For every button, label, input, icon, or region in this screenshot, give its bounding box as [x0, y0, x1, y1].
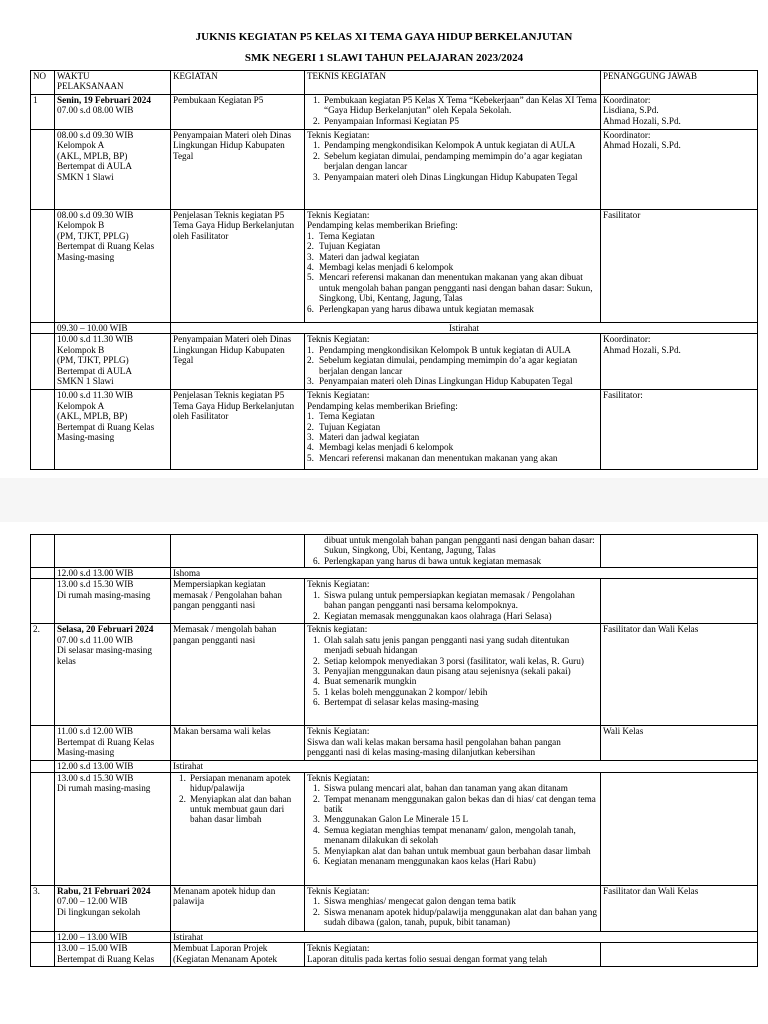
document-subtitle: SMK NEGERI 1 SLAWI TAHUN PELAJARAN 2023/2024: [244, 52, 524, 64]
table-row: [31, 579, 758, 624]
list-item: 3. Menggunakan Galon Le Minerale 15 L: [313, 814, 469, 825]
table-row: [31, 130, 758, 210]
list-item: 1. Persiapan menanam apotek hidup/palawija: [179, 772, 291, 794]
schedule-table: [30, 70, 758, 470]
teknis-cell: Teknis Kegiatan: 1. Siswa pulang mencari alat, bahan dan tanaman yang akan ditanam 2. Tempat menanam menggunakan galon bekas dan di hias/ cat dengan tema batik 3. Menggunakan Galon Le Minerale 15 L 4. Semua kegiatan menghias tempat menanam/ galon, mengolah tanah, menanam dilakukan di sekolah 5. Menyiapkan alat dan bahan untuk membuat gaun berbahan dasar limbah 6. Kegiatan menanam menggunakan kaos kelas (Hari Rabu): [305, 772, 601, 885]
list-item: 3. Penyampaian materi oleh Dinas Lingkungan Hidup Kabupaten Tegal: [307, 376, 573, 387]
table-header-row: [31, 71, 758, 95]
kegiatan-cell: [171, 535, 305, 568]
waktu-cell: 13.00 s.d 15.30 WIB Di rumah masing-masing: [55, 772, 171, 885]
kegiatan-cell: Mempersiapkan kegiatan memasak / Pengolahan bahan pangan pengganti nasi: [171, 579, 305, 624]
header-teknis: TEKNIS KEGIATAN: [305, 71, 601, 95]
teknis-cell: Teknis Kegiatan: Laporan ditulis pada kertas folio sesuai dengan format yang telah: [305, 943, 601, 967]
waktu-cell: [55, 535, 171, 568]
table-row: [31, 624, 758, 726]
table-row: [31, 210, 758, 323]
pj-cell: Fasilitator:: [601, 390, 758, 470]
list-item: 1. Olah salah satu jenis pangan pengganti nasi yang sudah ditentukan menjadi sebuah hidangan: [313, 634, 570, 656]
list-item: 4. Membagi kelas menjadi 6 kelompok: [307, 442, 454, 453]
list-item: 5. Mencari referensi makanan dan menentukan makanan yang akan: [307, 452, 558, 463]
row-number: 2.: [31, 624, 55, 726]
row-number: [31, 943, 55, 967]
list-item: 1. Tema Kegiatan: [307, 411, 375, 422]
list-item: 6. Perlengkapan yang harus dibawa untuk kegiatan memasak: [307, 303, 534, 314]
waktu-cell: 13.00 s.d 15.30 WIB Di rumah masing-masing: [55, 579, 171, 624]
list-item: 1. Pendamping mengkondisikan Kelompok B untuk kegiatan di AULA: [307, 344, 571, 355]
list-item: 2. Kegiatan memasak menggunakan kaos olahraga (Hari Selasa): [313, 610, 552, 621]
row-number: [31, 210, 55, 323]
day-label: Selasa, 20 Februari 2024: [57, 624, 154, 635]
table-row: [31, 95, 758, 130]
list-item: 3. Penyajian menggunakan daun pisang atau sejenisnya (sekali pakai): [313, 666, 571, 677]
table-row: [31, 334, 758, 390]
break-label: Ishoma: [171, 568, 758, 579]
header-no: NO: [31, 71, 55, 95]
list-item: 1. Siswa pulang mencari alat, bahan dan tanaman yang akan ditanam: [313, 783, 568, 794]
teknis-cell: Teknis Kegiatan: 1. Siswa menghias/ mengecat galon dengan tema batik 2. Siswa menanam apotek hidup/palawija menggunakan alat dan bahan yang sudah dibawa (galon, tanah, pupuk, bibit tanaman): [305, 885, 601, 931]
list-item: 2. Menyiapkan alat dan bahan untuk membuat gaun dari bahan dasar limbah: [179, 793, 292, 825]
pj-cell: Koordinator: Lisdiana, S.Pd. Ahmad Hozali, S.Pd.: [601, 95, 758, 130]
list-item: 4. Semua kegiatan menghias tempat menanam/ galon, mengolah tanah, menanam dilakukan di sekolah: [313, 824, 576, 846]
table-row: [31, 943, 758, 967]
kegiatan-cell: Pembukaan Kegiatan P5: [171, 95, 305, 130]
list-item: 2. Tujuan Kegiatan: [307, 421, 381, 432]
row-number: [31, 130, 55, 210]
list-item: 5. Menyiapkan alat dan bahan untuk membuat gaun berbahan dasar limbah: [313, 845, 591, 856]
row-number: 3.: [31, 885, 55, 931]
row-number: 1: [31, 95, 55, 130]
table-row: [31, 761, 758, 772]
teknis-cell: Teknis Kegiatan: 1. Siswa pulang untuk pempersiapkan kegiatan memasak / Pengolahan bahan pangan pengganti nasi bersama kelompoknya. 2. Kegiatan memasak menggunakan kaos olahraga (Hari Selasa): [305, 579, 601, 624]
row-number: [31, 334, 55, 390]
waktu-cell: 12.00 – 13.00 WIB: [55, 931, 171, 942]
waktu-cell: 09.30 – 10.00 WIB: [55, 323, 171, 334]
table-row: [31, 726, 758, 761]
list-item: 2. Setiap kelompok menyediakan 3 porsi (fasilitator, wali kelas, R. Guru): [313, 655, 584, 666]
list-item: 5. 1 kelas boleh menggunakan 2 kompor/ lebih: [313, 686, 488, 697]
list-item: 6. Bertempat di selasar kelas masing-masing: [313, 697, 479, 708]
header-kegiatan: KEGIATAN: [171, 71, 305, 95]
waktu-cell: 08.00 s.d 09.30 WIB Kelompok B (PM, TJKT, PPLG) Bertempat di Ruang Kelas Masing-masing: [55, 210, 171, 323]
list-item: 1. Pendamping mengkondisikan Kelompok A untuk kegiatan di AULA: [313, 140, 576, 151]
table-row: [31, 772, 758, 885]
pj-cell: Wali Kelas: [601, 726, 758, 761]
list-item: 2. Siswa menanam apotek hidup/palawija menggunakan alat dan bahan yang sudah dibawa (galon, tanah, pupuk, bibit tanaman): [313, 906, 597, 928]
list-item: 6. Kegiatan menanam menggunakan kaos kelas (Hari Rabu): [313, 856, 536, 867]
row-number: [31, 535, 55, 568]
table-row: [31, 931, 758, 942]
day-label: Senin, 19 Februari 2024: [57, 95, 151, 105]
kegiatan-cell: Makan bersama wali kelas: [171, 726, 305, 761]
waktu-cell: 12.00 s.d 13.00 WIB: [55, 761, 171, 772]
list-item: 5. Mencari referensi makanan dan menentukan makanan yang akan dibuat untuk mengolah bahan pangan pengganti nasi dengan bahan dasar: Sukun, Singkong, Ubi, Kentang, Jagung, Talas: [307, 272, 593, 304]
table-row: [31, 323, 758, 334]
row-number: [31, 761, 55, 772]
kegiatan-cell: Penjelasan Teknis kegiatan P5 Tema Gaya Hidup Berkelanjutan oleh Fasilitator: [171, 390, 305, 470]
list-item: 1. Siswa menghias/ mengecat galon dengan tema batik: [313, 896, 516, 907]
row-number: [31, 931, 55, 942]
list-item: 1. Siswa pulang untuk pempersiapkan kegiatan memasak / Pengolahan bahan pangan pengganti nasi bersama kelompoknya.: [313, 589, 575, 611]
kegiatan-cell: Penjelasan Teknis kegiatan P5 Tema Gaya Hidup Berkelanjutan oleh Fasilitator: [171, 210, 305, 323]
waktu-cell: 11.00 s.d 12.00 WIB Bertempat di Ruang Kelas Masing-masing: [55, 726, 171, 761]
header-penanggung-jawab: PENANGGUNG JAWAB: [601, 71, 758, 95]
document-page-2: [0, 522, 768, 1024]
list-item: 2. Tempat menanam menggunakan galon bekas dan di hias/ cat dengan tema batik: [313, 793, 596, 815]
teknis-cell: Teknis kegiatan: 1. Olah salah satu jenis pangan pengganti nasi yang sudah ditentukan menjadi sebuah hidangan 2. Setiap kelompok menyediakan 3 porsi (fasilitator, wali kelas, R. Guru) 3. Penyajian menggunakan daun pisang atau sejenisnya (sekali pakai) 4. Buat semenarik mungkin 5. 1 kelas boleh menggunakan 2 kompor/ lebih 6. Bertempat di selasar kelas masing-masing: [305, 624, 601, 726]
pj-cell: Fasilitator dan Wali Kelas: [601, 624, 758, 726]
row-number: [31, 579, 55, 624]
pj-cell: Fasilitator: [601, 210, 758, 323]
break-label: Istirahat: [171, 931, 758, 942]
list-item: 2. Sebelum kegiatan dimulai, pendamping memimpin do’a agar kegiatan berjalan dengan lancar: [313, 150, 583, 172]
waktu-cell: 12.00 s.d 13.00 WIB: [55, 568, 171, 579]
list-item: 1. Tema Kegiatan: [307, 230, 375, 241]
pj-cell: [601, 535, 758, 568]
list-item: 3. Materi dan jadwal kegiatan: [307, 432, 420, 443]
page-gap: [0, 478, 768, 522]
break-label: Istirahat: [171, 323, 758, 334]
waktu-cell: Senin, 19 Februari 2024 07.00 s.d 08.00 WIB: [55, 95, 171, 130]
list-item: 1. Pembukaan kegiatan P5 Kelas X Tema “Kebekerjaan” dan Kelas XI Tema “Gaya Hidup Berkelanjutan” oleh Kepala Sekolah.: [313, 95, 597, 116]
row-number: [31, 772, 55, 885]
header-waktu: WAKTU PELAKSANAAN: [55, 71, 171, 95]
list-item: 2. Penyampaian Informasi Kegiatan P5: [313, 115, 459, 126]
break-label: Istirahat: [171, 761, 758, 772]
waktu-cell: 10.00 s.d 11.30 WIB Kelompok B (PM, TJKT, PPLG) Bertempat di AULA SMKN 1 Slawi: [55, 334, 171, 390]
kegiatan-cell: [171, 772, 305, 885]
waktu-cell: 10.00 s.d 11.30 WIB Kelompok A (AKL, MPLB, BP) Bertempat di Ruang Kelas Masing-masing: [55, 390, 171, 470]
pj-cell: [601, 943, 758, 967]
table-row: [31, 885, 758, 931]
row-number: [31, 568, 55, 579]
list-item: 2. Sebelum kegiatan dimulai, pendamping memimpin do’a agar kegiatan berjalan dengan lancar: [307, 355, 578, 376]
list-item: 4. Membagi kelas menjadi 6 kelompok: [307, 262, 454, 273]
kegiatan-cell: Memasak / mengolah bahan pangan pengganti nasi: [171, 624, 305, 726]
teknis-cell: [305, 95, 601, 130]
teknis-cell: Teknis Kegiatan: 1. Pendamping mengkondisikan Kelompok B untuk kegiatan di AULA 2. Sebelum kegiatan dimulai, pendamping memimpin do’a agar kegiatan berjalan dengan lancar 3. Penyampaian materi oleh Dinas Lingkungan Hidup Kabupaten Tegal: [305, 334, 601, 390]
kegiatan-cell: Membuat Laporan Projek (Kegiatan Menanam Apotek: [171, 943, 305, 967]
teknis-cell: Teknis Kegiatan: 1. Pendamping mengkondisikan Kelompok A untuk kegiatan di AULA 2. Sebelum kegiatan dimulai, pendamping memimpin do’a agar kegiatan berjalan dengan lancar 3. Penyampaian materi oleh Dinas Lingkungan Hidup Kabupaten Tegal: [305, 130, 601, 210]
teknis-cell: Teknis Kegiatan: Pendamping kelas memberikan Briefing: 1. Tema Kegiatan 2. Tujuan Kegiatan 3. Materi dan jadwal kegiatan 4. Membagi kelas menjadi 6 kelompok 5. Mencari referensi makanan dan menentukan makanan yang akan: [305, 390, 601, 470]
table-row: [31, 390, 758, 470]
teknis-cell: Teknis Kegiatan: Siswa dan wali kelas makan bersama hasil pengolahan bahan pangan pengganti nasi di kelas masing-masing dilanjutkan kebersihan: [305, 726, 601, 761]
row-number: [31, 726, 55, 761]
row-number: [31, 390, 55, 470]
table-row: [31, 535, 758, 568]
schedule-table-continued: [30, 534, 758, 967]
list-item: 2. Tujuan Kegiatan: [307, 241, 381, 252]
list-item: 4. Buat semenarik mungkin: [313, 676, 417, 687]
day-label: Rabu, 21 Februari 2024: [57, 885, 151, 896]
waktu-cell: Rabu, 21 Februari 2024 07.00 – 12.00 WIB Di lingkungan sekolah: [55, 885, 171, 931]
waktu-cell: Selasa, 20 Februari 2024 07.00 s.d 11.00 WIB Di selasar masing-masing kelas: [55, 624, 171, 726]
pj-cell: Koordinator: Ahmad Hozali, S.Pd.: [601, 130, 758, 210]
list-item: 6. Perlengkapan yang harus di bawa untuk kegiatan memasak: [313, 555, 542, 566]
list-item: 3. Materi dan jadwal kegiatan: [307, 251, 420, 262]
waktu-cell: 13.00 – 15.00 WIB Bertempat di Ruang Kelas: [55, 943, 171, 967]
pj-cell: [601, 772, 758, 885]
teknis-cell: Teknis Kegiatan: Pendamping kelas memberikan Briefing: 1. Tema Kegiatan 2. Tujuan Kegiatan 3. Materi dan jadwal kegiatan 4. Membagi kelas menjadi 6 kelompok 5. Mencari referensi makanan dan menentukan makanan yang akan dibuat untuk mengolah bahan pangan pengganti nasi dengan bahan dasar: Sukun, Singkong, Ubi, Kentang, Jagung, Talas 6. Perlengkapan yang harus dibawa untuk kegiatan memasak: [305, 210, 601, 323]
list-item: 3. Penyampaian materi oleh Dinas Lingkungan Hidup Kabupaten Tegal: [313, 171, 578, 182]
kegiatan-cell: Penyampaian Materi oleh Dinas Lingkungan Hidup Kabupaten Tegal: [171, 130, 305, 210]
pj-cell: Fasilitator dan Wali Kelas: [601, 885, 758, 931]
document-page-1: [0, 0, 768, 478]
table-row: [31, 568, 758, 579]
kegiatan-cell: Penyampaian Materi oleh Dinas Lingkungan Hidup Kabupaten Tegal: [171, 334, 305, 390]
row-number: [31, 323, 55, 334]
pj-cell: [601, 579, 758, 624]
pj-cell: Koordinator: Ahmad Hozali, S.Pd.: [601, 334, 758, 390]
document-title: JUKNIS KEGIATAN P5 KELAS XI TEMA GAYA HIDUP BERKELANJUTAN: [195, 31, 573, 43]
kegiatan-cell: Menanam apotek hidup dan palawija: [171, 885, 305, 931]
waktu-cell: 08.00 s.d 09.30 WIB Kelompok A (AKL, MPLB, BP) Bertempat di AULA SMKN 1 Slawi: [55, 130, 171, 210]
teknis-cell: dibuat untuk mengolah bahan pangan pengganti nasi dengan bahan dasar: Sukun, Singkong, Ubi, Kentang, Jagung, Talas 6. Perlengkapan yang harus di bawa untuk kegiatan memasak: [305, 535, 601, 568]
